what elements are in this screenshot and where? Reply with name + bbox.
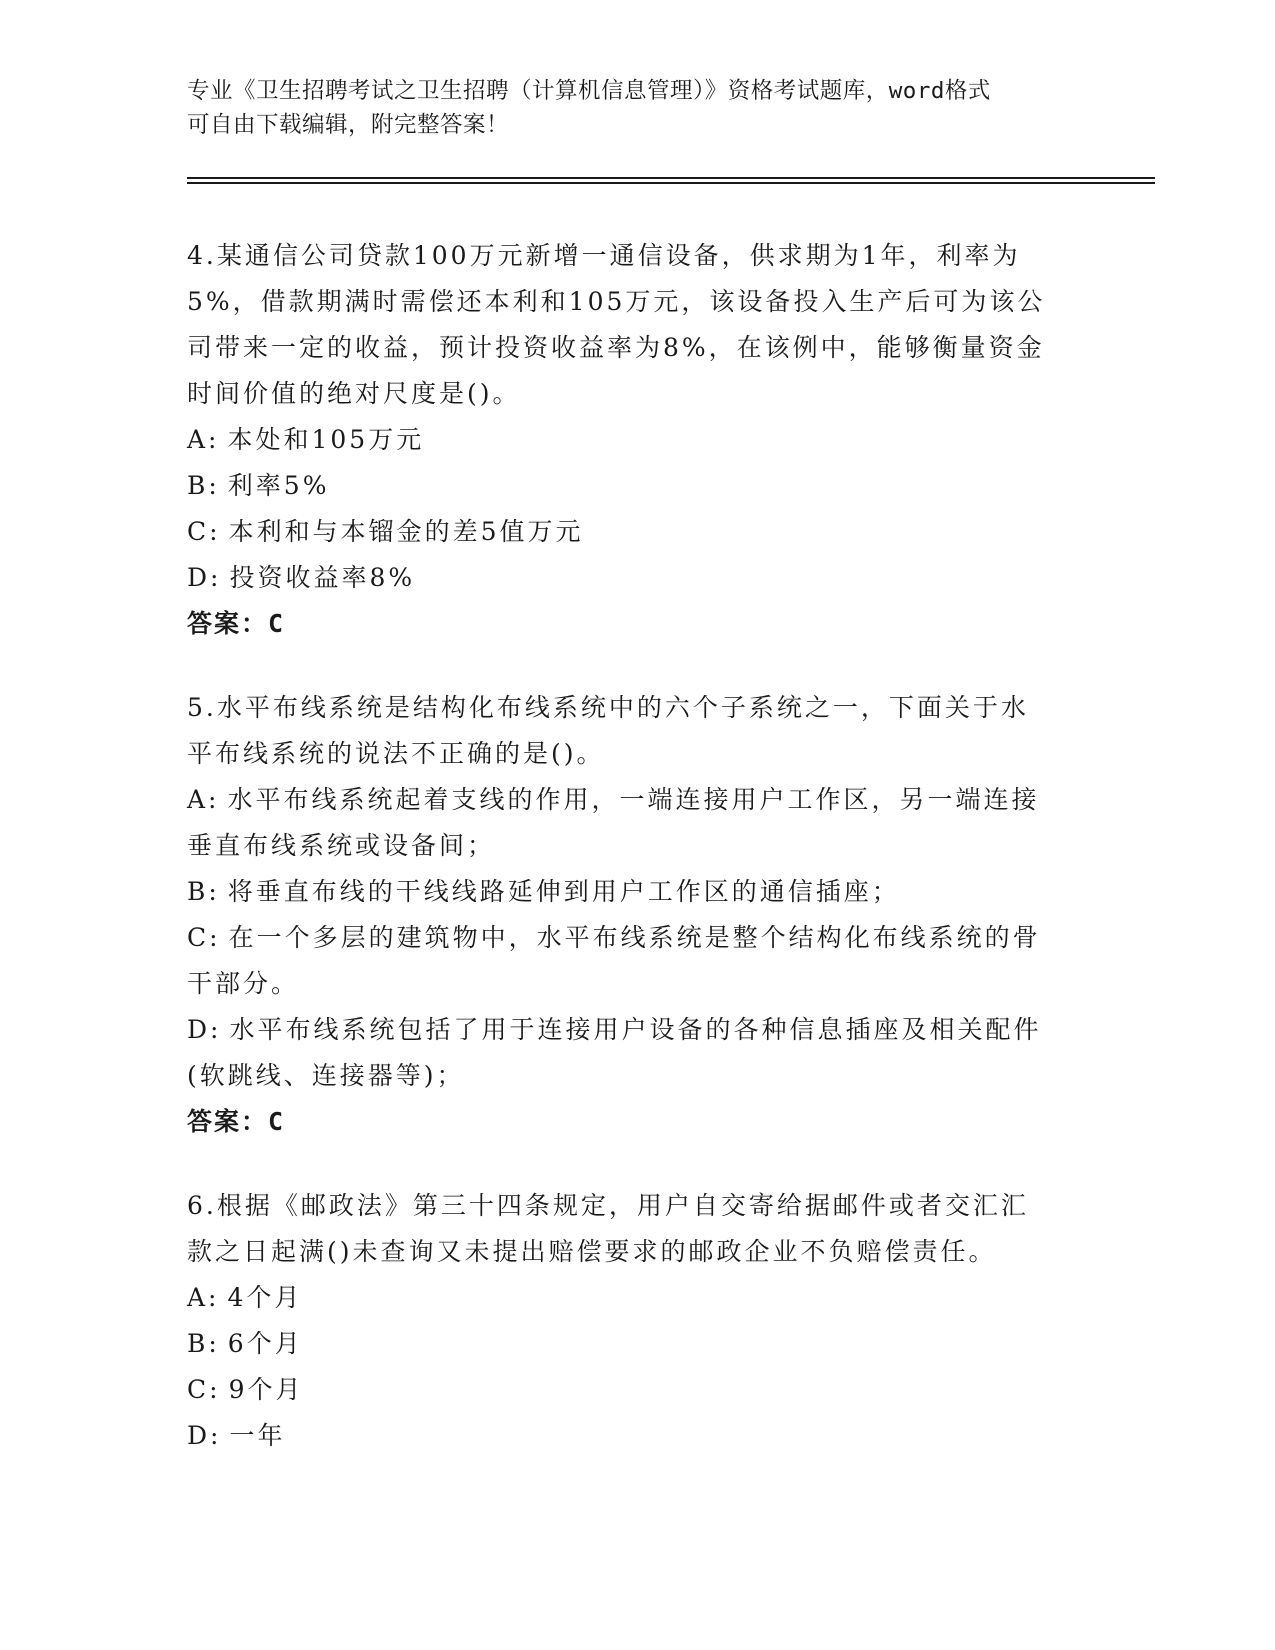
option-a xyxy=(187,1275,1087,1321)
option-text: 水平布线系统包括了用于连接用户设备的各种信息插座及相关配件 xyxy=(229,1015,1042,1044)
option-a xyxy=(187,777,1087,869)
option-text: 4个月 xyxy=(227,1283,303,1312)
option-a xyxy=(187,417,1087,463)
option-d xyxy=(187,1413,1087,1459)
option-text: 将垂直布线的干线线路延伸到用户工作区的通信插座； xyxy=(227,877,900,906)
document-header xyxy=(187,74,1087,142)
option-letter: B: xyxy=(187,877,220,906)
question-text-line: 款之日起满()未查询又未提出赔偿要求的邮政企业不负赔偿责任。 xyxy=(187,1237,997,1266)
header-divider-top xyxy=(187,177,1155,179)
answer-label: 答案：C xyxy=(187,609,286,638)
option-text: 9个月 xyxy=(228,1375,304,1404)
option-b xyxy=(187,869,1087,915)
question-text-line: 6.根据《邮政法》第三十四条规定，用户自交寄给据邮件或者交汇汇 xyxy=(187,1191,1029,1220)
question-text xyxy=(187,1183,1087,1275)
option-letter: C: xyxy=(187,1375,221,1404)
option-letter: B: xyxy=(187,471,220,500)
option-letter: D: xyxy=(187,1421,222,1450)
header-line-2: 可自由下载编辑，附完整答案！ xyxy=(187,112,510,138)
option-text: 水平布线系统起着支线的作用，一端连接用户工作区，另一端连接 xyxy=(227,785,1040,814)
option-letter: A: xyxy=(187,425,220,454)
question-text-line: 4.某通信公司贷款100万元新增一通信设备，供求期为1年，利率为 xyxy=(187,241,1021,270)
option-text: 本处和105万元 xyxy=(227,425,425,454)
question-text-line: 5%，借款期满时需偿还本利和105万元，该设备投入生产后可为该公 xyxy=(187,287,1046,316)
option-text: 利率5% xyxy=(227,471,330,500)
option-text: 本利和与本镏金的差5值万元 xyxy=(228,517,584,546)
question-text-line: 司带来一定的收益，预计投资收益率为8%，在该例中，能够衡量资金 xyxy=(187,333,1045,362)
question-text-line: 5.水平布线系统是结构化布线系统中的六个子系统之一，下面关于水 xyxy=(187,693,1029,722)
option-letter: D: xyxy=(187,1015,222,1044)
option-letter: D: xyxy=(187,563,222,592)
answer-label: 答案：C xyxy=(187,1107,286,1136)
option-letter: C: xyxy=(187,517,221,546)
option-b xyxy=(187,463,1087,509)
header-line-1: 专业《卫生招聘考试之卫生招聘（计算机信息管理）》资格考试题库，word格式 xyxy=(187,78,991,104)
option-c xyxy=(187,509,1087,555)
option-letter: A: xyxy=(187,1283,220,1312)
option-text: 在一个多层的建筑物中，水平布线系统是整个结构化布线系统的骨 xyxy=(228,923,1041,952)
option-c xyxy=(187,915,1087,1007)
question-item xyxy=(187,1183,1087,1459)
question-item xyxy=(187,685,1087,1145)
header-divider-bottom xyxy=(187,182,1155,184)
option-text-continued: 干部分。 xyxy=(187,969,300,998)
option-d xyxy=(187,555,1087,601)
option-text-continued: 垂直布线系统或设备间； xyxy=(187,831,496,860)
option-d xyxy=(187,1007,1087,1099)
option-text-continued: (软跳线、连接器等)； xyxy=(187,1061,465,1090)
question-text-line: 平布线系统的说法不正确的是()。 xyxy=(187,739,605,768)
question-list xyxy=(187,233,1087,1497)
question-item xyxy=(187,233,1087,647)
option-text: 6个月 xyxy=(227,1329,303,1358)
option-b xyxy=(187,1321,1087,1367)
question-text xyxy=(187,233,1087,417)
option-text: 投资收益率8% xyxy=(229,563,416,592)
question-text-line: 时间价值的绝对尺度是()。 xyxy=(187,379,521,408)
question-text xyxy=(187,685,1087,777)
option-text: 一年 xyxy=(229,1421,286,1450)
option-letter: C: xyxy=(187,923,221,952)
option-letter: A: xyxy=(187,785,220,814)
option-letter: B: xyxy=(187,1329,220,1358)
option-c xyxy=(187,1367,1087,1413)
